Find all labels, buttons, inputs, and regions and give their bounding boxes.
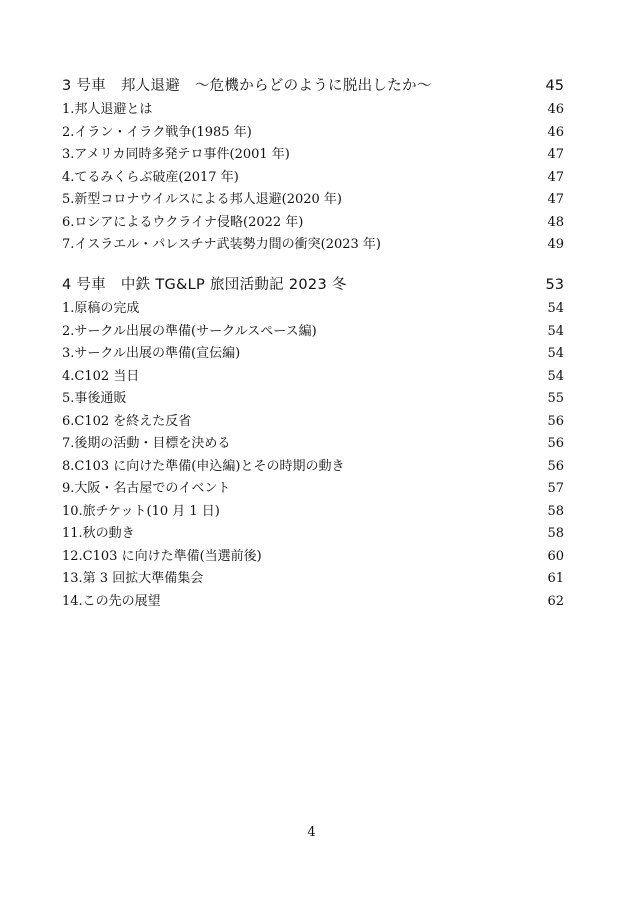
toc-entry-page: 54 — [547, 346, 564, 361]
toc-entry — [62, 144, 564, 167]
toc-entry — [62, 212, 564, 235]
toc-entry-label: 5.新型コロナウイルスによる邦人退避(2020 年) — [62, 192, 342, 207]
toc-entry-page: 49 — [547, 237, 564, 252]
toc-entry — [62, 167, 564, 190]
toc-entry-page: 61 — [547, 571, 564, 586]
toc-entry-page: 56 — [547, 413, 564, 429]
toc-entry-label: 3.サークル出展の準備(宣伝編) — [62, 346, 241, 361]
toc-entry-label: 12.C103 に向けた準備(当選前後) — [62, 548, 262, 564]
toc-entry — [62, 591, 564, 614]
toc-entry — [62, 501, 564, 524]
toc-entry-page: 60 — [547, 548, 564, 564]
toc-entry — [62, 366, 564, 389]
toc-entry-label: 6.C102 を終えた反省 — [62, 413, 192, 429]
toc-entry-page: 56 — [547, 458, 564, 474]
toc-section-4 — [62, 274, 564, 613]
toc-entry-label: 1.邦人退避とは — [62, 102, 153, 117]
toc-entry-label: 7.後期の活動・目標を決める — [62, 436, 231, 451]
toc-entry — [62, 478, 564, 501]
toc-entry — [62, 99, 564, 122]
toc-entry — [62, 456, 564, 479]
toc-entry — [62, 189, 564, 212]
toc-entry-page: 46 — [547, 124, 564, 140]
toc-entry — [62, 122, 564, 145]
section-page-number: 53 — [545, 277, 564, 293]
toc-list — [62, 298, 564, 613]
toc-entry-page: 56 — [547, 436, 564, 451]
toc-entry — [62, 321, 564, 344]
toc-entry-label: 4.てるみくらぶ破産(2017 年) — [62, 169, 239, 185]
toc-entry-label: 7.イスラエル・パレスチナ武装勢力間の衝突(2023 年) — [62, 237, 381, 252]
toc-entry-page: 54 — [547, 323, 564, 339]
toc-entry-label: 2.イラン・イラク戦争(1985 年) — [62, 124, 252, 140]
toc-entry-page: 47 — [547, 192, 564, 207]
toc-entry — [62, 568, 564, 591]
toc-entry-label: 4.C102 当日 — [62, 368, 140, 384]
toc-entry-page: 47 — [547, 169, 564, 185]
toc-entry-page: 55 — [547, 391, 564, 406]
toc-entry — [62, 523, 564, 546]
toc-entry — [62, 298, 564, 321]
toc-entry-label: 10.旅チケット(10 月 1 日) — [62, 503, 220, 519]
toc-entry — [62, 546, 564, 569]
toc-entry-page: 57 — [547, 481, 564, 496]
toc-entry-label: 14.この先の展望 — [62, 593, 161, 609]
toc-entry-label: 1.原稿の完成 — [62, 301, 140, 316]
toc-entry-page: 58 — [547, 503, 564, 519]
toc-entry-label: 6.ロシアによるウクライナ侵略(2022 年) — [62, 214, 304, 230]
toc-entry-label: 13.第 3 回拡大準備集会 — [62, 571, 204, 586]
toc-entry-page: 48 — [547, 214, 564, 230]
section-heading — [62, 75, 564, 97]
toc-entry-label: 3.アメリカ同時多発テロ事件(2001 年) — [62, 147, 290, 162]
toc-list — [62, 99, 564, 257]
toc-entry — [62, 388, 564, 411]
section-title: 3 号車 邦人退避 ～危機からどのように脱出したか～ — [62, 78, 432, 94]
section-page-number: 45 — [545, 78, 564, 94]
page-number: 4 — [307, 825, 316, 840]
section-heading — [62, 274, 564, 296]
toc-entry-label: 2.サークル出展の準備(サークルスペース編) — [62, 323, 317, 339]
toc-entry-page: 54 — [547, 301, 564, 316]
toc-entry — [62, 433, 564, 456]
section-title: 4 号車 中鉄 TG&LP 旅団活動記 2023 冬 — [62, 277, 347, 293]
toc-entry-label: 9.大阪・名古屋でのイベント — [62, 481, 231, 496]
toc-entry — [62, 234, 564, 257]
toc-entry-label: 11.秋の動き — [62, 526, 135, 541]
toc-entry-label: 5.事後通販 — [62, 391, 127, 406]
toc-entry-label: 8.C103 に向けた準備(申込編)とその時期の動き — [62, 458, 345, 474]
toc-entry-page: 58 — [547, 526, 564, 541]
toc-entry-page: 46 — [547, 102, 564, 117]
toc-entry-page: 47 — [547, 147, 564, 162]
toc-entry-page: 54 — [547, 368, 564, 384]
toc-section-3 — [62, 75, 564, 257]
toc-entry-page: 62 — [547, 593, 564, 609]
toc-entry — [62, 343, 564, 366]
toc-entry — [62, 411, 564, 434]
